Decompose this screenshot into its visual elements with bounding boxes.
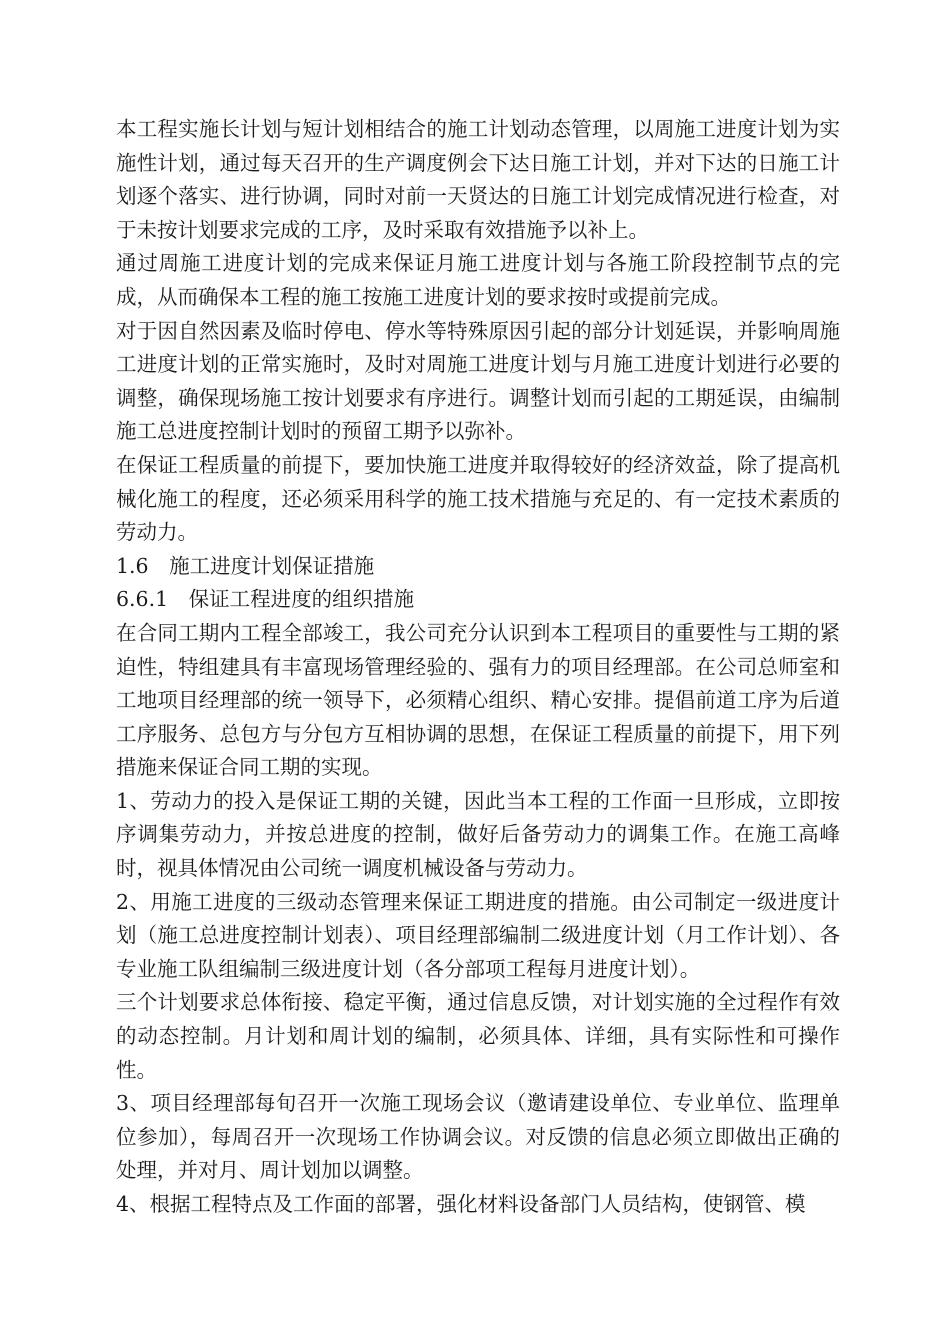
list-item-materials: 4、根据工程特点及工作面的部署，强化材料设备部门人员结构，使钢管、模 xyxy=(116,1192,806,1216)
document-page xyxy=(116,113,840,1222)
list-item-site-meetings: 3、项目经理部每旬召开一次施工现场会议（邀请建设单位、专业单位、监理单位参加），每周召开一次现场工作协调会议。对反馈的信息必须立即做出正确的处理，并对月、周计划加以调整。 xyxy=(116,1091,840,1183)
paragraph-plan-coordination: 三个计划要求总体衔接、稳定平衡，通过信息反馈，对计划实施的全过程作有效的动态控制。月计划和周计划的编制，必须具体、详细，具有实际性和可操作性。 xyxy=(116,990,840,1082)
paragraph-plan-management: 本工程实施长计划与短计划相结合的施工计划动态管理，以周施工进度计划为实施性计划，通过每天召开的生产调度例会下达日施工计划，并对下达的日施工计划逐个落实、进行协调，同时对前一天贤达的日施工计划完成情况进行检查，对于未按计划要求完成的工序，及时采取有效措施予以补上。 xyxy=(116,117,840,242)
paragraph-contract-period: 在合同工期内工程全部竣工，我公司充分认识到本工程项目的重要性与工期的紧迫性，特组建具有丰富现场管理经验的、强有力的项目经理部。在公司总师室和工地项目经理部的统一领导下，必须精心组织、精心安排。提倡前道工序为后道工序服务、总包方与分包方互相协调的思想，在保证工程质量的前提下，用下列措施来保证合同工期的实现。 xyxy=(116,620,840,780)
subsection-heading: 6.6.1 保证工程进度的组织措施 xyxy=(116,587,415,612)
section-heading: 1.6 施工进度计划保证措施 xyxy=(116,553,375,578)
list-item-labor: 1、劳动力的投入是保证工期的关键，因此当本工程的工作面一旦形成，立即按序调集劳动力，并按总进度的控制，做好后备劳动力的调集工作。在施工高峰时，视具体情况由公司统一调度机械设备与劳动力。 xyxy=(116,788,840,881)
paragraph-quality-premise: 在保证工程质量的前提下，要加快施工进度并取得较好的经济效益，除了提高机械化施工的程度，还必须采用科学的施工技术措施与充足的、有一定技术素质的劳动力。 xyxy=(116,452,840,545)
paragraph-delay-adjustment: 对于因自然因素及临时停电、停水等特殊原因引起的部分计划延误，并影响周施工进度计划的正常实施时，及时对周施工进度计划与月施工进度计划进行必要的调整，确保现场施工按计划要求有序进行。调整计划而引起的工期延误，由编制施工总进度控制计划时的预留工期予以弥补。 xyxy=(116,318,840,444)
list-item-three-level-plan: 2、用施工进度的三级动态管理来保证工期进度的措施。由公司制定一级进度计划（施工总进度控制计划表）、项目经理部编制二级进度计划（月工作计划）、各专业施工队组编制三级进度计划（各分部项工程每月进度计划）。 xyxy=(116,889,840,981)
paragraph-weekly-plan: 通过周施工进度计划的完成来保证月施工进度计划与各施工阶段控制节点的完成，从而确保本工程的施工按施工进度计划的要求按时或提前完成。 xyxy=(116,251,840,309)
